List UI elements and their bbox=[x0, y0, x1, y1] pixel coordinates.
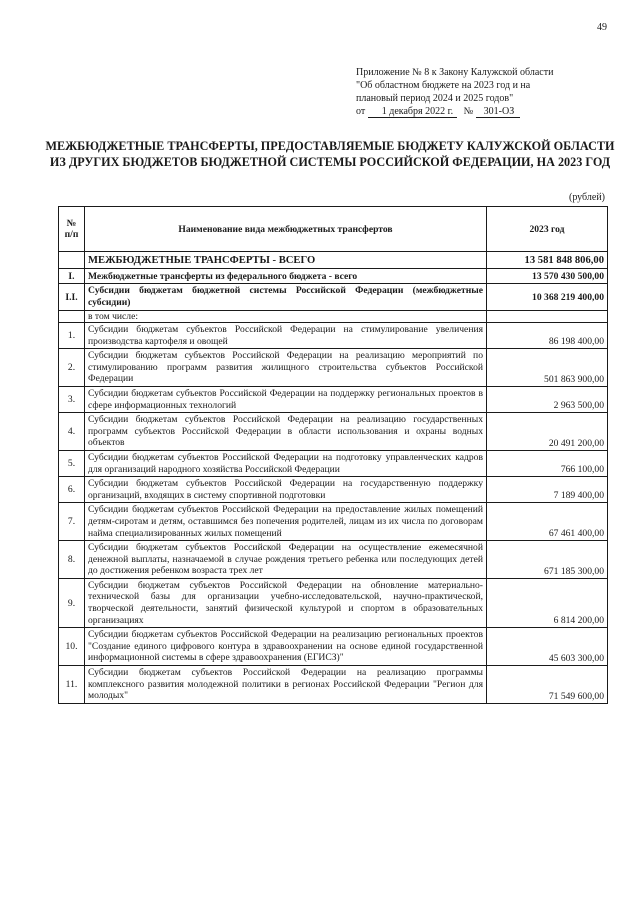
transfers-table bbox=[58, 206, 608, 704]
table-row bbox=[59, 578, 608, 627]
law-number: 301-ОЗ bbox=[476, 106, 521, 118]
including-number bbox=[59, 311, 85, 323]
row-amount: 501 863 900,00 bbox=[487, 349, 608, 387]
row-name: Субсидии бюджетам субъектов Российской Федерации на реализацию программы комплексного развития молодежной политики в регионах Российской Федерации "Регион для молодых" bbox=[88, 667, 483, 702]
number-prefix: № bbox=[463, 106, 474, 117]
row-name: Субсидии бюджетам субъектов Российской Федерации на обновление материально-технической базы для организации учебно-исследовательской, научно-практической, творческой деятельности, занятий физической культурой и спортом в образовательных организациях bbox=[88, 579, 483, 626]
row-amount: 766 100,00 bbox=[487, 450, 608, 476]
table-row bbox=[59, 477, 608, 503]
table-row bbox=[59, 666, 608, 704]
row-name: Субсидии бюджетам субъектов Российской Федерации на подготовку управленческих кадров для организаций народного хозяйства Российской Федерации bbox=[88, 451, 483, 475]
table-row bbox=[59, 349, 608, 387]
row-number: 1. bbox=[59, 323, 85, 349]
row-number: 7. bbox=[59, 503, 85, 541]
row-name-cell bbox=[85, 349, 487, 387]
row-name-cell bbox=[85, 450, 487, 476]
row-number: 9. bbox=[59, 578, 85, 627]
row-name-cell bbox=[85, 477, 487, 503]
row-number: 4. bbox=[59, 413, 85, 451]
subsidies-row bbox=[59, 284, 608, 311]
row-amount: 71 549 600,00 bbox=[487, 666, 608, 704]
federal-row bbox=[59, 269, 608, 284]
row-name-cell bbox=[85, 578, 487, 627]
subsidies-number: I.I. bbox=[59, 284, 85, 311]
including-amount bbox=[487, 311, 608, 323]
table-row bbox=[59, 386, 608, 412]
row-amount: 86 198 400,00 bbox=[487, 323, 608, 349]
row-number: 6. bbox=[59, 477, 85, 503]
table-header-row bbox=[59, 207, 608, 252]
row-amount: 67 461 400,00 bbox=[487, 503, 608, 541]
row-name: Субсидии бюджетам субъектов Российской Федерации на осуществление ежемесячной денежной выплаты, назначаемой в случае рождения третьего ребенка или последующих детей до достижения ребенком возраста трех лет bbox=[88, 542, 483, 577]
subsidies-name: Субсидии бюджетам бюджетной системы Российской Федерации (межбюджетные субсидии) bbox=[88, 285, 483, 308]
appendix-line-1: Приложение № 8 к Закону Калужской области bbox=[356, 67, 554, 78]
header-number: № п/п bbox=[59, 207, 85, 252]
total-name: МЕЖБЮДЖЕТНЫЕ ТРАНСФЕРТЫ - ВСЕГО bbox=[85, 252, 487, 269]
federal-number: I. bbox=[59, 269, 85, 284]
row-name: Субсидии бюджетам субъектов Российской Федерации на реализацию мероприятий по стимулированию программ развития жилищного строительства субъектов Российской Федерации bbox=[88, 350, 483, 385]
law-date: 1 декабря 2022 г. bbox=[368, 106, 457, 118]
row-name-cell bbox=[85, 386, 487, 412]
header-name: Наименование вида межбюджетных трансфертов bbox=[85, 207, 487, 252]
row-number: 2. bbox=[59, 349, 85, 387]
appendix-line-2: "Об областном бюджете на 2023 год и на bbox=[356, 80, 531, 91]
row-amount: 45 603 300,00 bbox=[487, 628, 608, 666]
appendix-line-3: плановый период 2024 и 2025 годов" bbox=[356, 93, 514, 104]
row-number: 5. bbox=[59, 450, 85, 476]
units-label: (рублей) bbox=[568, 192, 605, 203]
row-amount: 7 189 400,00 bbox=[487, 477, 608, 503]
row-number: 8. bbox=[59, 541, 85, 579]
table-row bbox=[59, 628, 608, 666]
row-name: Субсидии бюджетам субъектов Российской Федерации на стимулирование увеличения производства картофеля и овощей bbox=[88, 324, 483, 347]
row-name-cell bbox=[85, 503, 487, 541]
table-row bbox=[59, 450, 608, 476]
subsidies-name-cell bbox=[85, 284, 487, 311]
row-amount: 2 963 500,00 bbox=[487, 386, 608, 412]
row-amount: 671 185 300,00 bbox=[487, 541, 608, 579]
row-number: 3. bbox=[59, 386, 85, 412]
row-name: Субсидии бюджетам субъектов Российской Федерации на реализацию государственных программ субъектов Российской Федерации в области использования и охраны водных объектов bbox=[88, 414, 483, 449]
row-number: 11. bbox=[59, 666, 85, 704]
federal-name: Межбюджетные трансферты из федерального бюджета - всего bbox=[85, 269, 487, 284]
header-year: 2023 год bbox=[487, 207, 608, 252]
total-row bbox=[59, 252, 608, 269]
appendix-date-line bbox=[356, 105, 616, 118]
federal-amount: 13 570 430 500,00 bbox=[487, 269, 608, 284]
row-name: Субсидии бюджетам субъектов Российской Федерации на предоставление жилых помещений детям-сиротам и детям, оставшимся без попечения родителей, лицам из их числа по договорам найма специализированных жилых помещений bbox=[88, 504, 483, 539]
row-number: 10. bbox=[59, 628, 85, 666]
row-name-cell bbox=[85, 541, 487, 579]
appendix-header bbox=[356, 66, 616, 118]
row-amount: 6 814 200,00 bbox=[487, 578, 608, 627]
row-name-cell bbox=[85, 413, 487, 451]
table-row bbox=[59, 323, 608, 349]
total-amount: 13 581 848 806,00 bbox=[487, 252, 608, 269]
page-number: 49 bbox=[597, 22, 607, 33]
row-amount: 20 491 200,00 bbox=[487, 413, 608, 451]
row-name-cell bbox=[85, 628, 487, 666]
date-prefix: от bbox=[356, 106, 366, 117]
row-name: Субсидии бюджетам субъектов Российской Федерации на государственную поддержку организаций, входящих в систему спортивной подготовки bbox=[88, 478, 483, 501]
including-label: в том числе: bbox=[85, 311, 487, 323]
table-row bbox=[59, 413, 608, 451]
document-title: МЕЖБЮДЖЕТНЫЕ ТРАНСФЕРТЫ, ПРЕДОСТАВЛЯЕМЫЕ БЮДЖЕТУ КАЛУЖСКОЙ ОБЛАСТИ ИЗ ДРУГИХ БЮДЖЕТОВ БЮДЖЕТНОЙ СИСТЕМЫ РОССИЙСКОЙ ФЕДЕРАЦИИ, НА 2023 ГОД bbox=[45, 139, 615, 169]
table-row bbox=[59, 541, 608, 579]
total-number bbox=[59, 252, 85, 269]
subsidies-amount: 10 368 219 400,00 bbox=[487, 284, 608, 311]
row-name: Субсидии бюджетам субъектов Российской Федерации на поддержку региональных проектов в сфере информационных технологий bbox=[88, 387, 483, 411]
including-row bbox=[59, 311, 608, 323]
row-name: Субсидии бюджетам субъектов Российской Федерации на реализацию региональных проектов "Создание единого цифрового контура в здравоохранении на основе единой государственной информационной системы в сфере здравоохранения (ЕГИСЗ)" bbox=[88, 629, 483, 664]
row-name-cell bbox=[85, 323, 487, 349]
row-name-cell bbox=[85, 666, 487, 704]
table-row bbox=[59, 503, 608, 541]
